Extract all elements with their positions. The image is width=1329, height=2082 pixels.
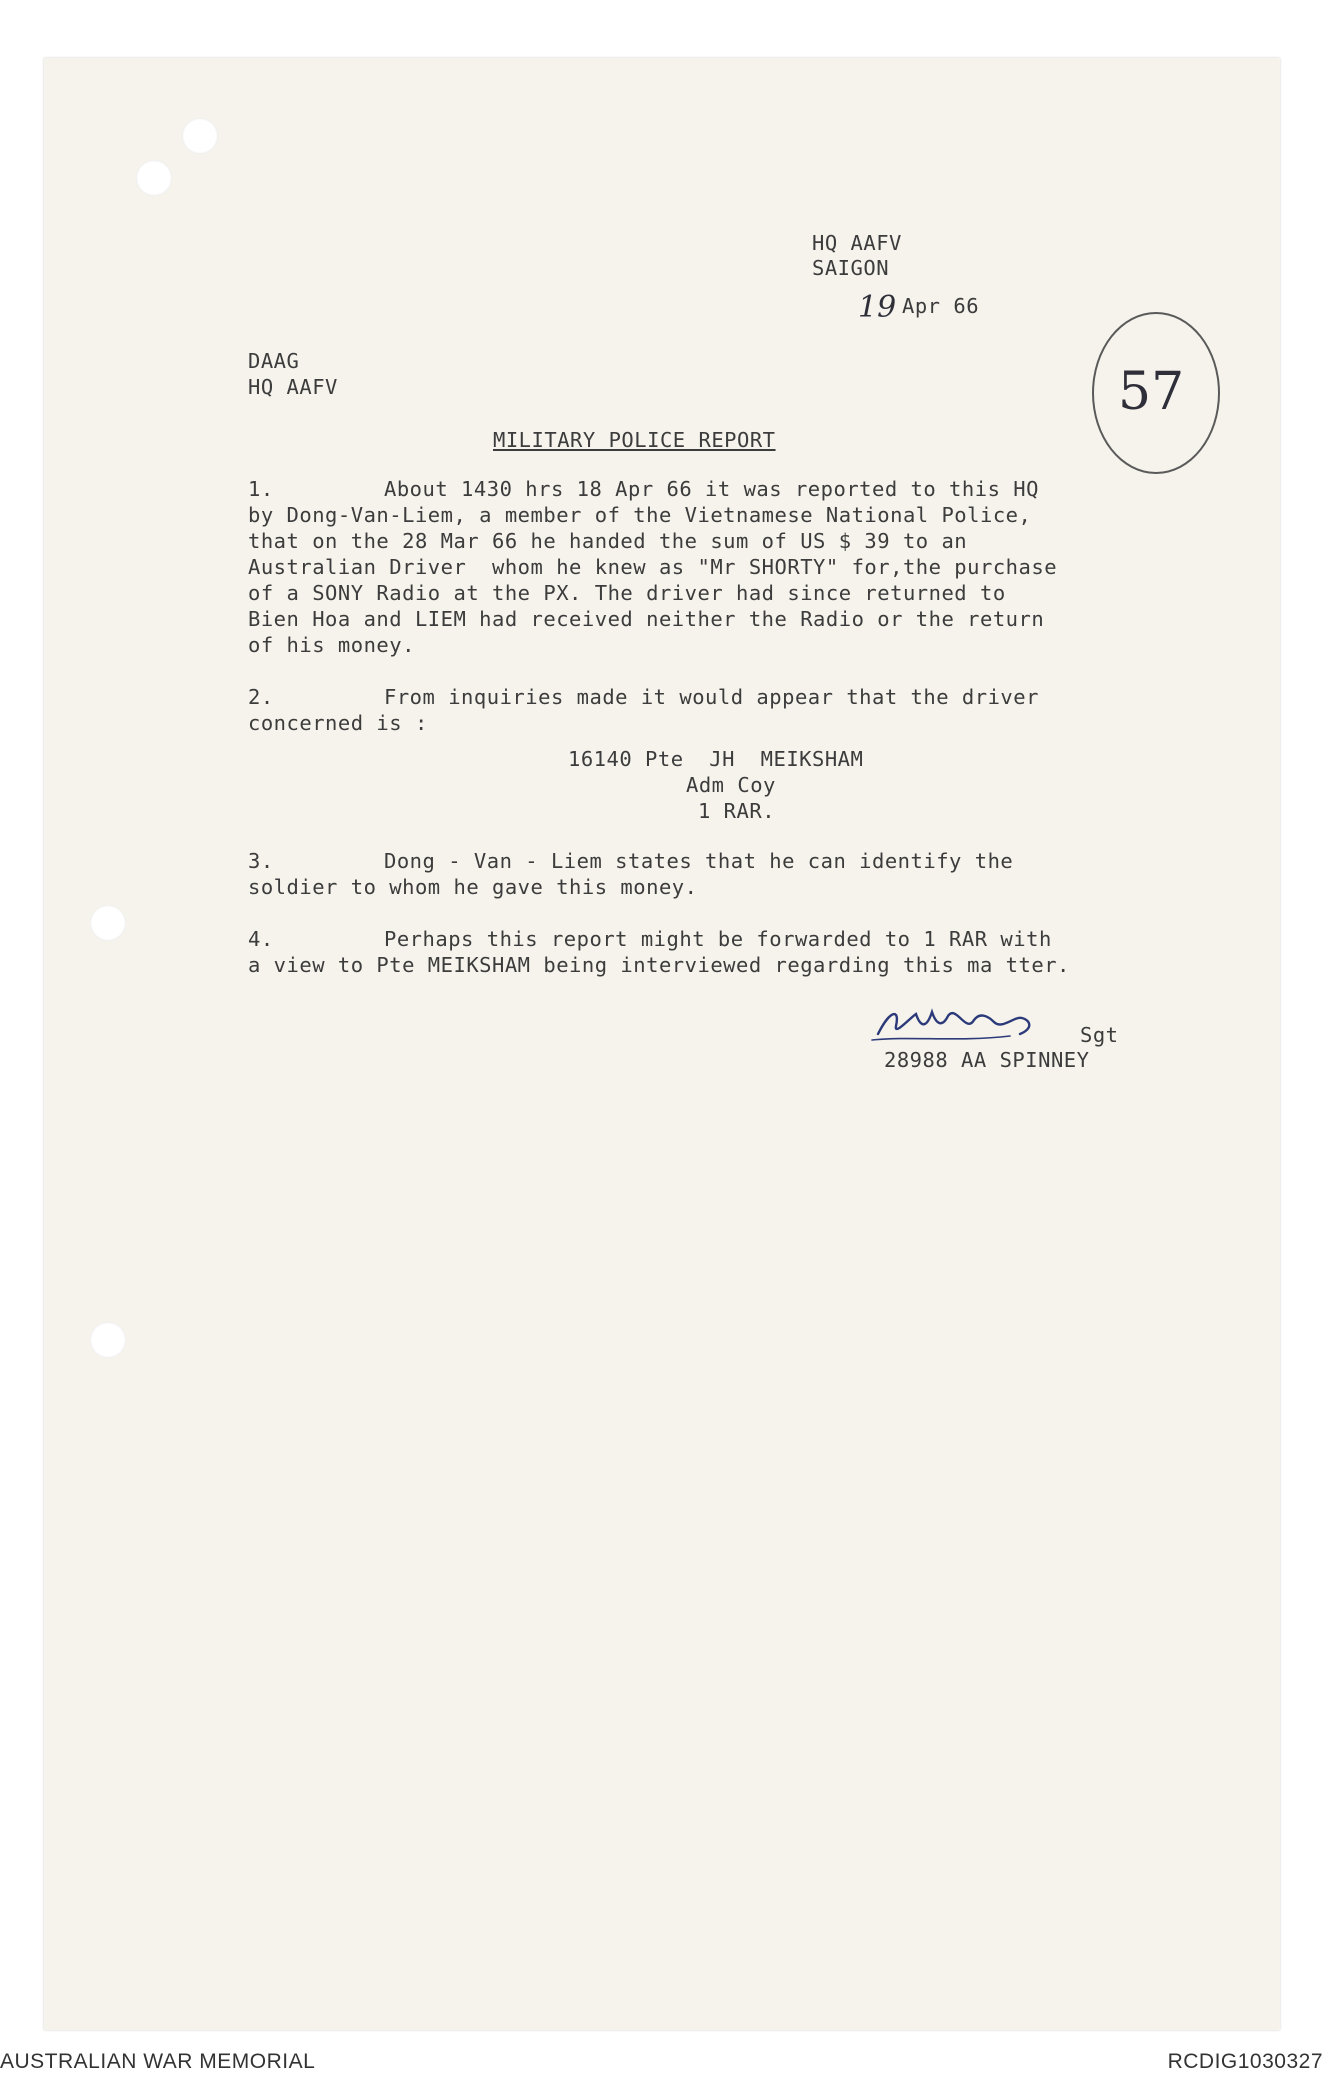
- soldier-battalion: 1 RAR.: [698, 799, 776, 823]
- para3-line: soldier to whom he gave this money.: [248, 875, 698, 899]
- footer-left: AUSTRALIAN WAR MEMORIAL: [0, 2050, 316, 2073]
- signature-name: 28988 AA SPINNEY: [884, 1048, 1090, 1072]
- para2-line: From inquiries made it would appear that the driver: [384, 685, 1039, 709]
- signature-rank: Sgt: [1080, 1023, 1119, 1047]
- para4-line: a view to Pte MEIKSHAM being interviewed regarding this ma tter.: [248, 953, 1070, 977]
- punch-hole-top: [182, 118, 218, 154]
- para2-number: 2.: [248, 685, 274, 709]
- para1-number: 1.: [248, 477, 274, 501]
- header-date-rest: Apr 66: [902, 294, 980, 318]
- soldier-name: 16140 Pte JH MEIKSHAM: [568, 747, 864, 771]
- para1-line: of his money.: [248, 633, 415, 657]
- header-unit: HQ AAFV: [812, 231, 902, 255]
- para1-line: Bien Hoa and LIEM had received neither the Radio or the return: [248, 607, 1045, 631]
- para3-number: 3.: [248, 849, 274, 873]
- report-title: MILITARY POLICE REPORT: [493, 428, 776, 452]
- para1-line: that on the 28 Mar 66 he handed the sum of US $ 39 to an: [248, 529, 968, 553]
- punch-hole-top-2: [136, 160, 172, 196]
- footer-right: RCDIG1030327: [1167, 2050, 1323, 2073]
- addressee-line2: HQ AAFV: [248, 375, 338, 399]
- header-location: SAIGON: [812, 256, 890, 280]
- punch-hole-middle: [90, 905, 126, 941]
- header-date-day: 19: [858, 290, 897, 325]
- punch-hole-bottom: [90, 1322, 126, 1358]
- folio-number: 57: [1118, 362, 1185, 422]
- para1-line: by Dong-Van-Liem, a member of the Vietnamese National Police,: [248, 503, 1032, 527]
- addressee-line1: DAAG: [248, 349, 300, 373]
- para4-line: Perhaps this report might be forwarded to 1 RAR with: [384, 927, 1052, 951]
- para1-line: of a SONY Radio at the PX. The driver had since returned to: [248, 581, 1006, 605]
- para4-number: 4.: [248, 927, 274, 951]
- para1-line: Australian Driver whom he knew as "Mr SHORTY" for,the purchase: [248, 555, 1058, 579]
- soldier-company: Adm Coy: [686, 773, 776, 797]
- para2-line: concerned is :: [248, 711, 428, 735]
- signature-scrawl: [870, 990, 1050, 1050]
- para3-line: Dong - Van - Liem states that he can identify the: [384, 849, 1014, 873]
- para1-line: About 1430 hrs 18 Apr 66 it was reported to this HQ: [384, 477, 1039, 501]
